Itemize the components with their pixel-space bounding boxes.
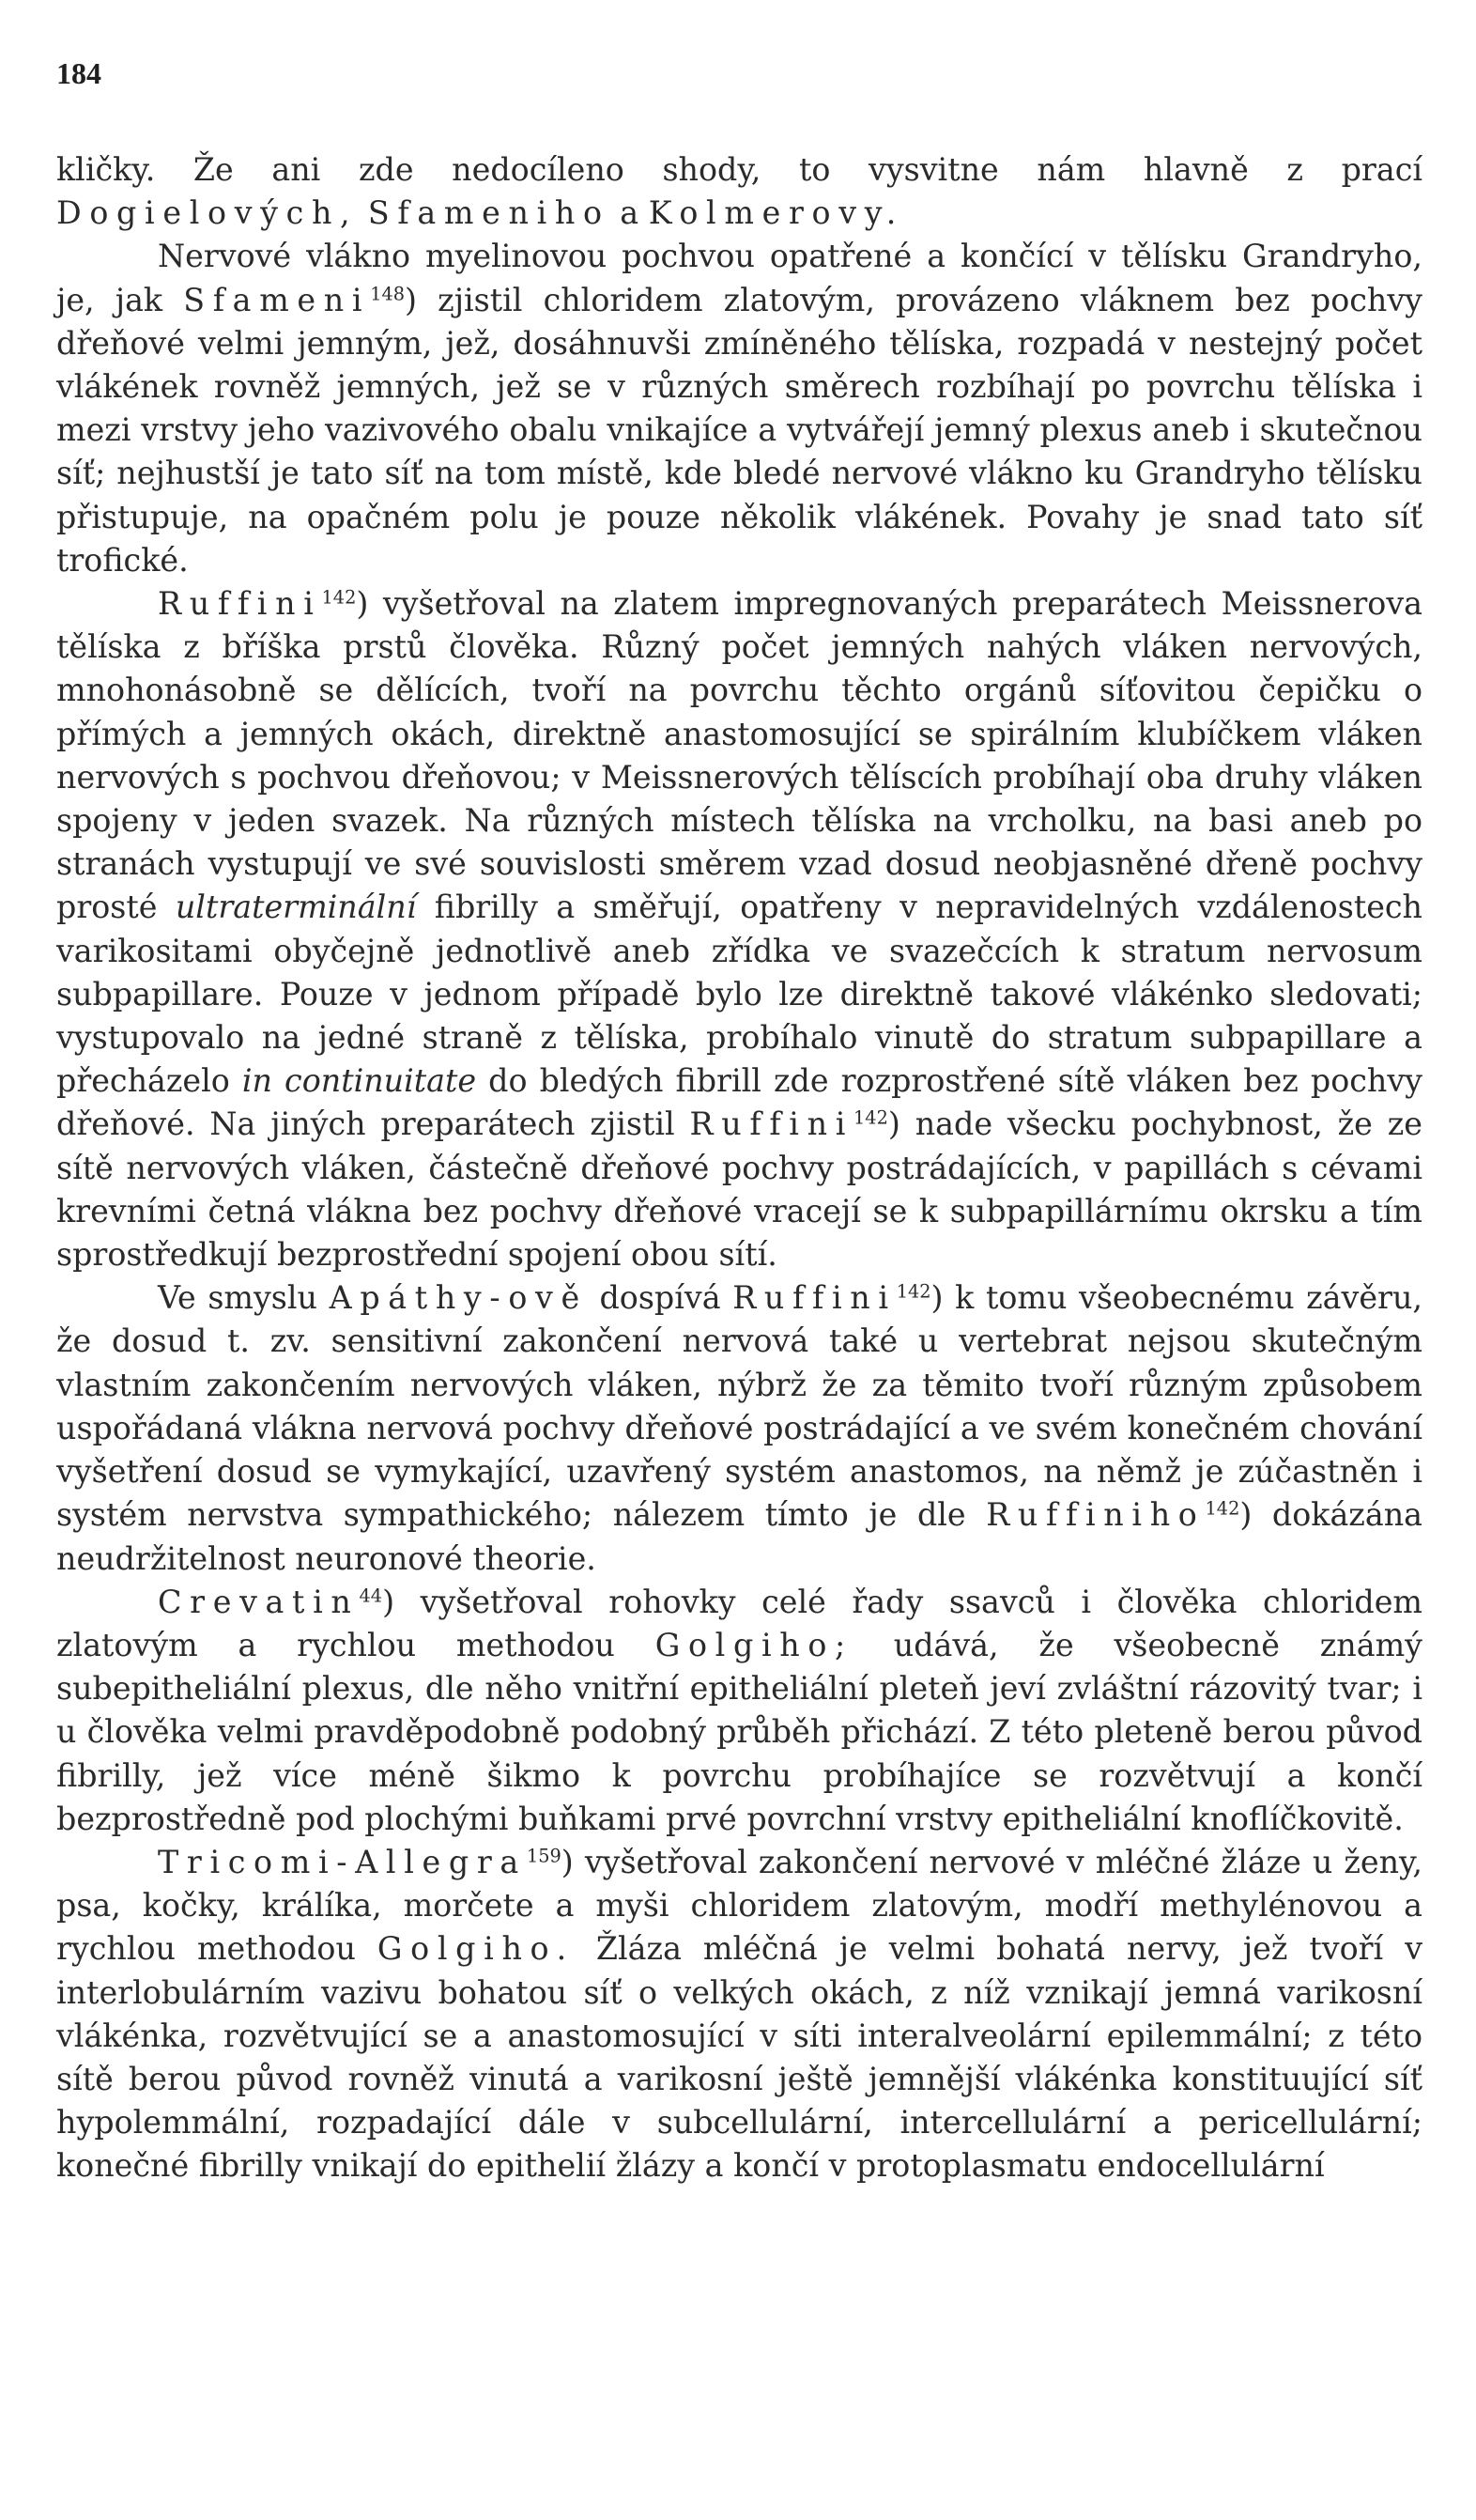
paragraph — [56, 1841, 1422, 2188]
footnote-reference: 142 — [853, 1106, 888, 1129]
spaced-author-name: Golgiho. — [377, 1930, 575, 1968]
footnote-reference: 148 — [370, 283, 406, 305]
footnote-reference: 44 — [359, 1585, 383, 1607]
page-number: 184 — [56, 56, 101, 90]
paragraph — [56, 148, 1422, 235]
spaced-author-name: Crevatin — [158, 1583, 360, 1620]
spaced-author-name: Sfameni — [183, 281, 371, 318]
footnote-reference: 142 — [321, 586, 357, 609]
spaced-author-name: Kolmerovy. — [648, 194, 904, 232]
text-run: Ve smyslu — [158, 1279, 330, 1317]
italic-term: in continuitate — [241, 1062, 477, 1100]
text-run: udává, že všeobecně známý subepitheliální plexus, dle něho vnitřní epitheliální pleteň jeví zvláštní rázovitý tvar; i u člověka velmi pravděpodobně podobný průběh přichází. Z této pleteně berou původ fibrilly, jež více méně šikmo k povrchu probíhajíce se rozvětvují a končí bezprostředně pod plochými buňkami prvé povrchní vrstvy epitheliální knoflíčkovitě. — [56, 1626, 1422, 1837]
text-run: a — [609, 194, 649, 232]
text-run: Nervové vlákno myelinovou pochvou opatřené a končící v tělísku Grandryho, je, jak — [56, 238, 1422, 318]
text-run: dospívá — [587, 1279, 733, 1317]
text-run: do bledých fibrill zde rozprostřené sítě vláken bez pochvy dřeňové. Na jiných preparátech zjistil — [56, 1062, 1422, 1143]
footnote-reference: 142 — [896, 1280, 931, 1303]
italic-term: ultraterminální — [175, 889, 417, 926]
spaced-author-name: Ruffini — [689, 1105, 854, 1143]
spaced-author-name: Ruffini — [158, 585, 322, 623]
text-run: ) nade všecku pochybnost, že ze sítě nervových vláken, částečně dřeňové pochvy postrádajících, v papillách s cévami krevními četná vlákna bez pochvy dřeňové vracejí se k subpapillárnímu okrsku a tím sprostředkují bezprostřední spojení obou sítí. — [56, 1105, 1423, 1274]
spaced-author-name: Tricomi-Allegra — [158, 1843, 527, 1880]
spaced-author-name: Sfameniho — [367, 194, 610, 232]
text-run: ) k tomu všeobecnému závěru, že dosud t. zv. sensitivní zakončení nervová také u vertebrat nejsou skutečným vlastním zakončením nervových vláken, nýbrž že za těmito tvoří různým způsobem uspořádaná vlákna nervová pochvy dřeňové postrádající a ve svém konečném chování vyšetření dosud se vymykající, uzavřený systém anastomos, na němž je zúčastněn i systém nervstva sympathického; nálezem tímto je dle — [56, 1279, 1422, 1534]
paragraph — [56, 1276, 1422, 1580]
text-run: ) vyšetřoval zakončení nervové v mléčné žláze u ženy, psa, kočky, králíka, morčete a myši chloridem zlatovým, modří methylénovou a rychlou methodou — [56, 1843, 1422, 1968]
text-run: ) zjistil chloridem zlatovým, provázeno vláknem bez pochvy dřeňové velmi jemným, jež, dosáhnuvši zmíněného tělíska, rozpadá v nestejný počet vlákének rovněž jemných, jež se v různých směrech rozbíhají po povrchu tělíska i mezi vrstvy jeho vazivového obalu vnikajíce a vytvářejí jemný plexus aneb i skutečnou síť; nejhustší je tato síť na tom místě, kde bledé nervové vlákno ku Grandryho tělísku přistupuje, na opačném polu je pouze několik vlákének. Povahy je snad tato síť trofické. — [56, 281, 1422, 579]
spaced-author-name: Ruffini — [732, 1279, 897, 1317]
spaced-author-name: Golgiho; — [654, 1626, 853, 1663]
paragraph — [56, 1581, 1422, 1841]
text-run: ) vyšetřoval rohovky celé řady ssavců i člověka chloridem zlatovým a rychlou methodou — [56, 1583, 1422, 1663]
body-text — [56, 148, 1422, 2188]
text-run: fibrilly a směřují, opatřeny v nepravidelných vzdálenostech varikositami obyčejně jednotlivě aneb zřídka ve svazečcích k stratum nervosum subpapillare. Pouze v jednom případě bylo lze direktně takové vlákénko sledovati; vystupovalo na jedné straně z tělíska, probíhalo vinutě do stratum subpapillare a přecházelo — [56, 889, 1422, 1100]
spaced-author-name: Dogielových, — [56, 194, 359, 232]
text-run — [358, 194, 368, 231]
text-run: Žláza mléčná je velmi bohatá nervy, jež tvoří v interlobulárním vazivu bohatou síť o velkých okách, z níž vznikají jemná varikosní vlákénka, rozvětvující se a anastomosující v síti interalveolární epilemmální; z této sítě berou původ rovněž vinutá a varikosní ještě jemnější vlákénka konstituující síť hypolemmální, rozpadající dále v subcellulární, intercellulární a pericellulární; konečné fibrilly vnikají do epithelií žlázy a končí v protoplasmatu endocellulární — [56, 1930, 1422, 2185]
footnote-reference: 159 — [526, 1845, 561, 1867]
text-run: ) vyšetřoval na zlatem impregnovaných preparátech Meissnerova tělíska z bříška prstů člověka. Různý počet jemných nahých vláken nervových, mnohonásobně se dělících, tvoří na povrchu těchto orgánů síťovitou čepičku o přímých a jemných okách, direktně anastomosující se spirálním klubíčkem vláken nervových s pochvou dřeňovou; v Meissnerových tělíscích probíhají oba druhy vláken spojeny v jeden svazek. Na různých místech tělíska na vrcholku, na basi aneb po stranách vystupují ve své souvislosti směrem vzad dosud neobjasněné dřeně pochvy prosté — [56, 585, 1422, 926]
text-run: kličky. Že ani zde nedocíleno shody, to vysvitne nám hlavně z prací — [56, 151, 1422, 188]
text-run: ) dokázána neudržitelnost neuronové theorie. — [56, 1496, 1422, 1577]
spaced-author-name: Ruffiniho — [986, 1496, 1206, 1534]
paragraph — [56, 235, 1422, 582]
spaced-author-name: Apáthy-ově — [329, 1279, 588, 1317]
footnote-reference: 142 — [1205, 1497, 1240, 1520]
paragraph — [56, 582, 1422, 1276]
